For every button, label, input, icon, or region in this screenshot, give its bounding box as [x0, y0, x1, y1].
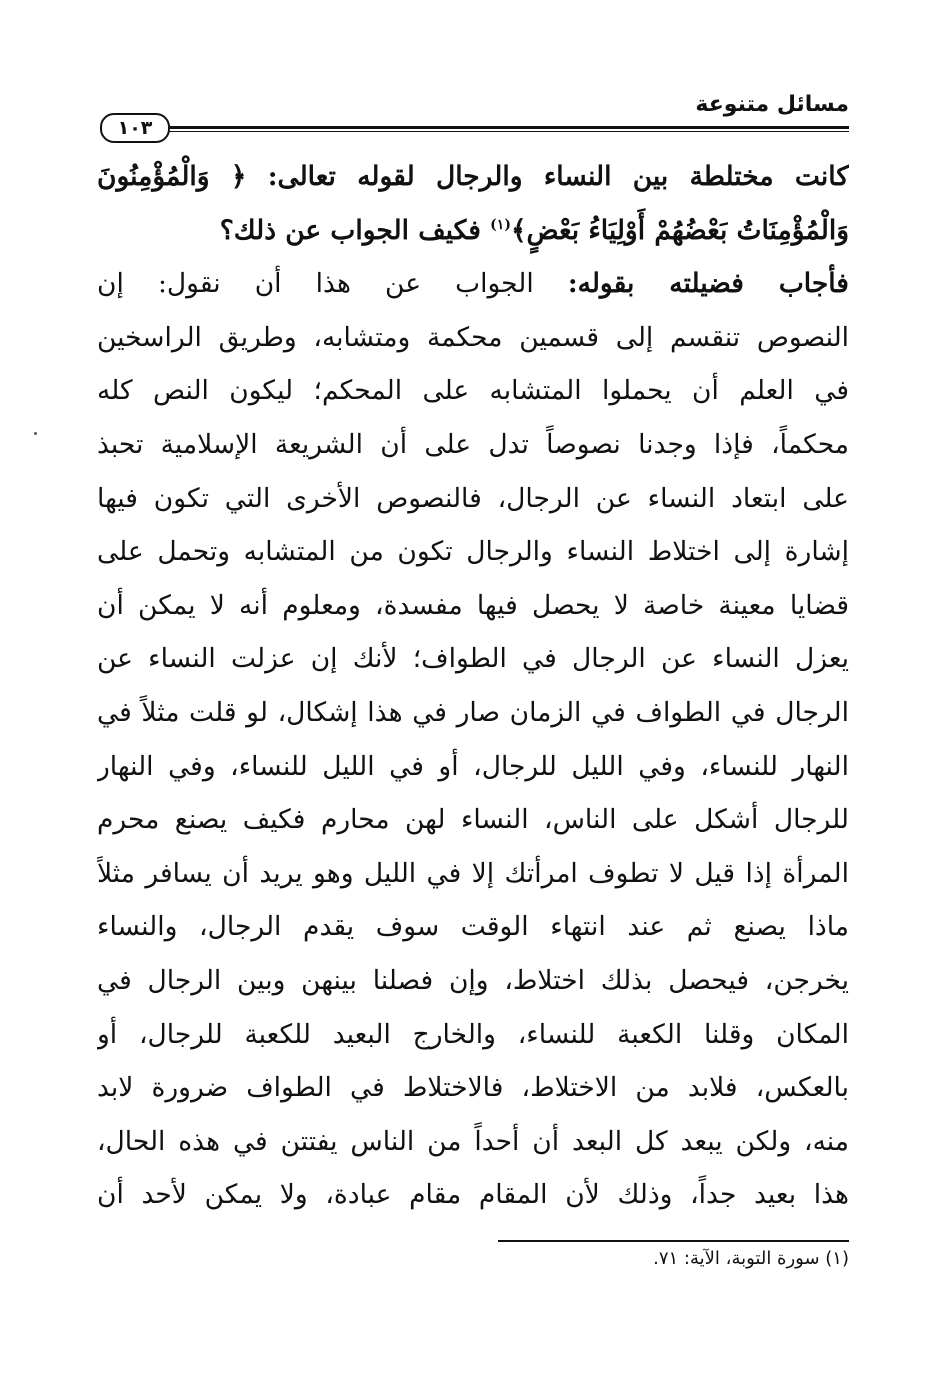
answer-line: في العلم أن يحملوا المتشابه على المحكم؛ ليكون النص كله	[97, 375, 849, 407]
answer-label: فأجاب فضيلته بقوله:	[567, 268, 849, 300]
answer-line: الرجال في الطواف في الزمان صار في هذا إشكال، لو قلت مثلاً في	[97, 696, 849, 728]
question-line-1	[97, 150, 849, 204]
answer-line: المرأة إذا قيل لا تطوف امرأتك إلا في الليل وهو يريد أن يسافر مثلاً	[97, 857, 849, 889]
answer-line: محكماً، فإذا وجدنا نصوصاً تدل على أن الشريعة الإسلامية تحبذ	[97, 428, 849, 460]
answer-line: ماذا يصنع ثم عند انتهاء الوقت سوف يقدم الرجال، والنساء	[97, 911, 849, 943]
answer-line: النهار للنساء، وفي الليل للرجال، أو في الليل للنساء، وفي النهار	[97, 750, 849, 782]
answer-line: هذا بعيد جداً، وذلك لأن المقام مقام عبادة، ولا يمكن لأحد أن	[97, 1179, 849, 1211]
body-text	[97, 150, 849, 1222]
verse-start: ﴿ وَالْمُؤْمِنُونَ	[97, 161, 247, 192]
answer-line-1	[97, 257, 849, 311]
answer-line: المكان وقلنا الكعبة للنساء، والخارج البعيد للكعبة للرجال، أو	[97, 1018, 849, 1050]
answer-line: يعزل النساء عن الرجال في الطواف؛ لأنك إن عزلت النساء عن	[97, 643, 849, 675]
question-end: فكيف الجواب عن ذلك؟	[219, 214, 481, 246]
running-title: مسائل متنوعة	[695, 92, 849, 117]
question-line-2	[97, 204, 849, 258]
answer-line: منه، ولكن يبعد كل البعد أن أحداً من الناس يفتتن في هذه الحال،	[97, 1125, 849, 1157]
answer-line: قضايا معينة خاصة لا يحصل فيها مفسدة، ومعلوم أنه لا يمكن أن	[97, 589, 849, 621]
footnote-reference[interactable]: (١)	[490, 216, 511, 233]
footnote-rule	[498, 1240, 849, 1242]
verse-end: وَالْمُؤْمِنَاتُ بَعْضُهُمْ أَوْلِيَاءُ بَعْضٍ﴾	[510, 214, 849, 246]
footnote: (١) سورة التوبة، الآية: ٧١.	[653, 1248, 849, 1269]
answer-text: الجواب عن هذا أن نقول: إن	[97, 268, 534, 300]
question-text: كانت مختلطة بين النساء والرجال لقوله تعالى:	[267, 161, 849, 192]
answer-line: النصوص تنقسم إلى قسمين محكمة ومتشابه، وطريق الراسخين	[97, 321, 849, 353]
answer-line: بالعكس، فلابد من الاختلاط، فالاختلاط في الطواف ضرورة لابد	[97, 1072, 849, 1104]
answer-line: للرجال أشكل على الناس، النساء لهن محارم فكيف يصنع محرم	[97, 804, 849, 836]
answer-line: على ابتعاد النساء عن الرجال، فالنصوص الأخرى التي تكون فيها	[97, 482, 849, 514]
margin-speck	[34, 432, 37, 435]
header-rule	[160, 126, 849, 129]
answer-line: إشارة إلى اختلاط النساء والرجال تكون من المتشابه وتحمل على	[97, 536, 849, 568]
answer-line: يخرجن، فيحصل بذلك اختلاط، وإن فصلنا بينهن وبين الرجال في	[97, 964, 849, 996]
page-number: ١٠٣	[100, 113, 170, 143]
